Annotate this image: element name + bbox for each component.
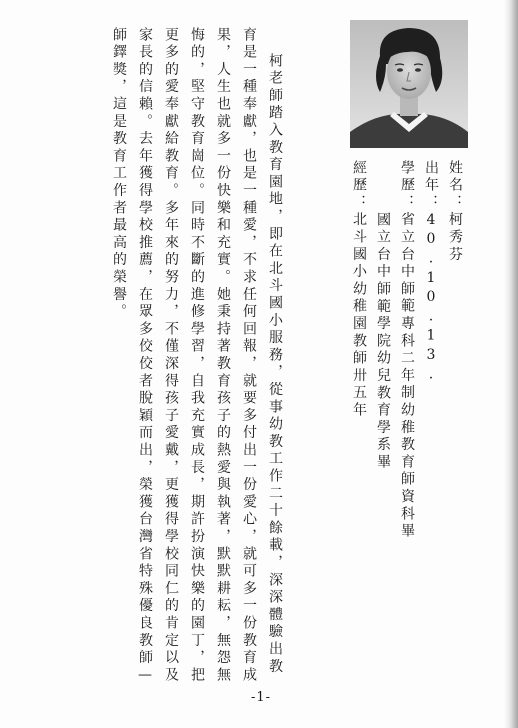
article-line-4: 悔的，堅守教育崗位。同時不斷的進修學習，自我充實成長，期許扮演快樂的園丁，把	[189, 27, 205, 685]
article-line-6: 家長的信賴。去年獲得學校推薦，在眾多佼佼者脫穎而出，榮獲台灣省特殊優良教師—	[137, 27, 153, 687]
profile-education: 學歷：省立台中師範專科二年制幼稚教育師資科畢	[399, 160, 415, 541]
profile-education-continued: 國立台中師範學院幼兒教育學系畢	[375, 212, 391, 472]
article-line-7: 師鐸獎，這是教育工作者最高的榮譽。	[111, 27, 127, 322]
portrait-photo	[350, 20, 468, 148]
profile-name: 姓名：柯秀芬	[447, 160, 463, 264]
page-number: -1-	[250, 690, 272, 705]
article-line-5: 更多的愛奉獻給教育。多年來的努力，不僅深得孩子愛戴，更獲得學校同仁的肯定以及	[163, 27, 179, 685]
profile-experience: 經歷：北斗國小幼稚園教師卅五年	[351, 160, 367, 420]
scan-edge-shadow	[504, 0, 518, 728]
article-line-2: 育是一種奉獻，也是一種愛，不求任何回報，就要多付出一份愛心，就可多一份教育成	[241, 27, 257, 685]
article-line-3: 果，人生也就多一份快樂和充實。她秉持著教育孩子的熱愛與執著，默默耕耘，無怨無	[215, 27, 231, 685]
article-line-1: 柯老師踏入教育園地，即在北斗國小服務，從事幼教工作二十餘載，深深體驗出教	[267, 53, 283, 676]
profile-birth: 出年：40.10.13.	[423, 160, 439, 386]
